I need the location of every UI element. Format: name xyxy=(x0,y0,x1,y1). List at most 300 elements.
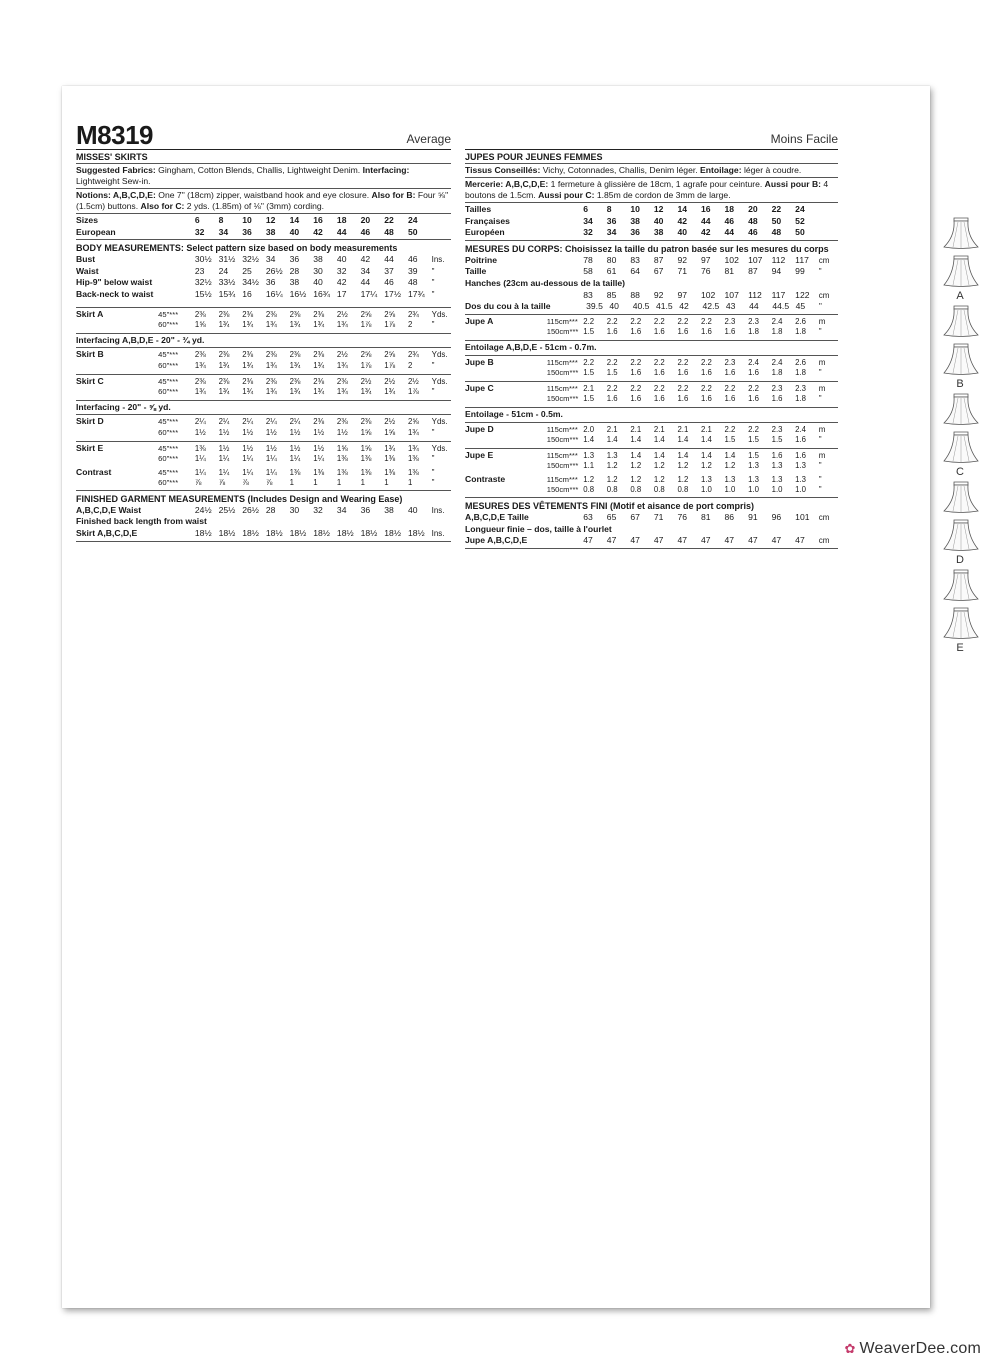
cell-value: 30 xyxy=(289,504,300,515)
yardage-row xyxy=(76,361,451,373)
fabric-width: 115cm*** xyxy=(546,383,578,393)
yardage-row xyxy=(465,450,838,462)
cell-value: 38 xyxy=(630,215,640,226)
cell-value: 2.1 xyxy=(677,424,689,434)
cell-value: 47 xyxy=(677,535,687,546)
cell-value: 44 xyxy=(384,254,394,265)
cell-value: 1¾ xyxy=(313,387,325,397)
cell-value: 18½ xyxy=(289,528,307,539)
cell-value: 1⅜ xyxy=(360,467,372,477)
measurement-row xyxy=(76,254,451,266)
cell-value: 2⅝ xyxy=(360,350,372,360)
fabric-width: 150cm*** xyxy=(546,435,579,445)
cell-value: 1⅜ xyxy=(336,454,348,464)
cell-value: 1.5 xyxy=(748,435,759,445)
cell-value: 1.5 xyxy=(748,450,759,460)
row-label: A,B,C,D,E Waist xyxy=(76,504,142,515)
cell-value: 83 xyxy=(583,289,593,300)
cell-value: 1.5 xyxy=(606,368,618,378)
cell-value: 34 xyxy=(336,504,347,515)
cell-value: 15¾ xyxy=(218,288,236,299)
unit: " xyxy=(431,278,435,288)
cell-value: 10 xyxy=(630,204,640,214)
row-label: A,B,C,D,E Taille xyxy=(465,512,529,523)
cell-value: 1.4 xyxy=(630,450,642,460)
view-a xyxy=(938,214,984,302)
mercerie: Mercerie: A,B,C,D,E: 1 fermeture à glissière de 18cm, 1 agrafe pour ceinture. Aussi pour B: 4 boutons de 1.5cm. Aussi pour C: 1.85m de cordon de 3mm de large. xyxy=(465,177,838,202)
cell-value: 2 xyxy=(407,360,413,370)
cell-value: 44.5 xyxy=(772,301,790,312)
cell-value: 1⅞ xyxy=(384,360,396,370)
finished-jupe-row xyxy=(465,535,838,547)
cell-value: 25 xyxy=(242,265,252,276)
cell-value: 2.1 xyxy=(630,424,642,434)
cell-value: 24½ xyxy=(194,504,212,515)
skirt-front-icon xyxy=(941,568,981,602)
cell-value: 1.8 xyxy=(748,327,759,337)
cell-value: 2⅝ xyxy=(384,350,396,360)
cell-value: 1.6 xyxy=(724,368,736,378)
cell-value: 81 xyxy=(700,512,711,523)
cell-value: 2.3 xyxy=(724,357,736,367)
cell-value: 22 xyxy=(384,215,394,225)
cell-value: 2⅜ xyxy=(194,309,206,319)
cell-value: 64 xyxy=(630,266,640,277)
fabric-width: 115cm*** xyxy=(546,424,578,434)
cell-value: 17 xyxy=(336,288,347,299)
cell-value: 78 xyxy=(583,254,593,265)
cell-value: 32 xyxy=(336,265,347,276)
row-label: Jupe D xyxy=(465,423,494,434)
cell-value: 22 xyxy=(771,204,782,214)
cell-value: 2⅜ xyxy=(313,376,325,386)
cell-value: 2⅜ xyxy=(218,350,230,360)
cell-value: 1.4 xyxy=(630,435,642,445)
cell-value: 1.6 xyxy=(630,368,642,378)
cell-value: 1¼ xyxy=(265,467,277,477)
cell-value: 92 xyxy=(677,254,687,265)
cell-value: 18 xyxy=(336,215,347,225)
section-title: MISSES' SKIRTS xyxy=(76,152,148,162)
cell-value: 1 xyxy=(384,478,389,488)
row-label: Poitrine xyxy=(465,254,497,265)
cell-value: 30½ xyxy=(194,254,212,265)
yardage-row xyxy=(76,387,451,399)
cell-value: 1.3 xyxy=(748,474,759,484)
cell-value: 1 xyxy=(360,478,365,488)
cell-value: 1⅜ xyxy=(336,467,348,477)
cell-value: 2½ xyxy=(360,376,372,386)
cell-value: 1¾ xyxy=(242,320,254,330)
unit: cm xyxy=(818,255,830,265)
skirt-back-icon xyxy=(941,342,981,376)
cell-value: 16 xyxy=(700,204,711,214)
cell-value: 2⅜ xyxy=(289,376,301,386)
finished-taille-row xyxy=(465,512,838,524)
cell-value: 2⅜ xyxy=(242,376,254,386)
section-title-fr: JUPES POUR JEUNES FEMMES xyxy=(465,152,603,162)
row-label: Skirt D xyxy=(76,416,104,427)
cell-value: 1¾ xyxy=(384,387,396,397)
cell-value: 41.5 xyxy=(655,301,673,312)
cell-value: 1¾ xyxy=(336,320,348,330)
cell-value: 2¼ xyxy=(289,417,301,427)
cell-value: 1⅝ xyxy=(336,443,348,453)
francaises-row xyxy=(465,216,838,228)
cell-value: 1¾ xyxy=(336,360,348,370)
cell-value: 2½ xyxy=(384,376,396,386)
cell-value: 1¼ xyxy=(289,454,301,464)
cell-value: 1¾ xyxy=(360,387,372,397)
cell-value: 2⅜ xyxy=(313,309,325,319)
cell-value: 1⅞ xyxy=(360,320,372,330)
cell-value: 97 xyxy=(700,254,711,265)
cell-value: 31½ xyxy=(218,254,236,265)
cell-value: 45 xyxy=(795,301,806,312)
cell-value: 91 xyxy=(748,512,758,523)
cell-value: 1.4 xyxy=(724,450,736,460)
yardage-row xyxy=(76,349,451,361)
cell-value: 44 xyxy=(336,226,347,237)
logo-text: WeaverDee.com xyxy=(859,1340,981,1357)
fabric-width: 115cm*** xyxy=(546,474,578,484)
finished-waist-row xyxy=(76,505,451,517)
unit: cm xyxy=(818,290,830,300)
row-label: Jupe B xyxy=(465,356,494,367)
cell-value: ⅞ xyxy=(194,478,202,488)
cell-value: 1.6 xyxy=(700,327,712,337)
fabric-width: 150cm*** xyxy=(546,394,579,404)
cell-value: 0.8 xyxy=(583,485,595,495)
cell-value: 2⅜ xyxy=(265,309,277,319)
unit: " xyxy=(818,461,822,471)
jupe-b-metrage xyxy=(465,355,838,381)
cell-value: 1.3 xyxy=(795,474,807,484)
cell-value: 1 xyxy=(313,478,318,488)
measurement-row xyxy=(76,277,451,289)
cell-value: 99 xyxy=(795,266,805,277)
cell-value: 1¾ xyxy=(313,320,325,330)
cell-value: 2.2 xyxy=(583,357,595,367)
cell-value: 1.4 xyxy=(583,435,595,445)
cell-value: 1½ xyxy=(194,427,206,437)
skirt-back-icon xyxy=(941,254,981,288)
cell-value: 112 xyxy=(748,289,762,300)
unit: " xyxy=(818,302,822,312)
cell-value: 2.2 xyxy=(630,357,642,367)
cell-value: 32½ xyxy=(194,277,212,288)
cell-value: 23 xyxy=(194,265,205,276)
cell-value: 86 xyxy=(724,512,735,523)
cell-value: 1.6 xyxy=(700,368,712,378)
row-label: Contraste xyxy=(465,473,506,484)
cell-value: 0.8 xyxy=(630,485,642,495)
unit: " xyxy=(818,474,822,484)
cell-value: 2⅜ xyxy=(218,309,230,319)
cell-value: 34 xyxy=(606,227,617,238)
unit: m xyxy=(818,383,826,393)
cell-value: 1¼ xyxy=(242,454,254,464)
row-label: Bust xyxy=(76,254,96,265)
skirt-a-yardage xyxy=(76,307,451,333)
yardage-row xyxy=(76,416,451,428)
cell-value: 1⅞ xyxy=(384,320,396,330)
cell-value: 1 xyxy=(289,478,294,488)
cell-value: 1¾ xyxy=(384,443,396,453)
cell-value: 48 xyxy=(771,227,782,238)
cell-value: 2.2 xyxy=(748,424,759,434)
cell-value: 16¼ xyxy=(265,288,283,299)
fabric-width: 45"*** xyxy=(158,376,179,386)
cell-value: 1½ xyxy=(218,427,230,437)
europeen-row xyxy=(465,227,838,239)
cell-value: 47 xyxy=(583,535,593,546)
cell-value: 1.2 xyxy=(630,461,642,471)
cell-value: 1¾ xyxy=(265,387,277,397)
cell-value: 1.6 xyxy=(653,394,665,404)
cell-value: 1½ xyxy=(242,427,254,437)
cell-value: 24 xyxy=(795,204,805,214)
yardage-row xyxy=(465,394,838,406)
cell-value: 44 xyxy=(360,277,371,288)
unit: m xyxy=(818,316,826,326)
cell-value: 40 xyxy=(653,215,664,226)
cell-value: 1.5 xyxy=(583,394,595,404)
cell-value: 2.0 xyxy=(583,424,595,434)
cell-value: 76 xyxy=(700,266,711,277)
cell-value: 36 xyxy=(606,215,617,226)
tailles-row xyxy=(465,204,838,216)
cell-value: 38 xyxy=(265,226,276,237)
measurement-row xyxy=(76,266,451,278)
cell-value: 32 xyxy=(313,504,323,515)
cell-value: 2⅜ xyxy=(218,376,230,386)
cell-value: 1⅜ xyxy=(289,467,301,477)
cell-value: 88 xyxy=(630,289,640,300)
jupe-c-metrage xyxy=(465,381,838,407)
cell-value: 2⅜ xyxy=(265,350,277,360)
cell-value: 1¾ xyxy=(218,360,230,370)
cell-value: 46 xyxy=(748,227,758,238)
cell-value: 2½ xyxy=(384,417,396,427)
cell-value: 1.3 xyxy=(583,450,595,460)
cell-value: 1¾ xyxy=(407,427,419,437)
cell-value: 20 xyxy=(748,204,758,214)
cell-value: 1.2 xyxy=(606,461,618,471)
cell-value: 18½ xyxy=(218,528,236,539)
view-letter: C xyxy=(956,466,964,478)
cell-value: 36 xyxy=(242,226,252,237)
logo-mark-icon: ✿ xyxy=(844,1341,856,1356)
cell-value: 1.6 xyxy=(748,394,759,404)
cell-value: 2.2 xyxy=(677,357,689,367)
cell-value: 1.6 xyxy=(630,327,642,337)
cell-value: 1.6 xyxy=(700,394,712,404)
cell-value: 1.6 xyxy=(606,394,618,404)
row-label: Skirt C xyxy=(76,375,104,386)
cell-value: 46 xyxy=(724,215,735,226)
cell-value: 50 xyxy=(407,226,418,237)
cell-value: 34 xyxy=(360,265,371,276)
cell-value: 20 xyxy=(360,215,371,225)
unit: " xyxy=(431,427,435,437)
cell-value: 32 xyxy=(194,226,205,237)
cell-value: 38 xyxy=(653,227,664,238)
cell-value: 50 xyxy=(771,215,782,226)
cell-value: 107 xyxy=(724,289,739,300)
cell-value: 46 xyxy=(360,226,371,237)
skirt-front-icon xyxy=(941,392,981,426)
cell-value: 83 xyxy=(630,254,640,265)
cell-value: 1¾ xyxy=(265,320,277,330)
cell-value: 47 xyxy=(771,535,782,546)
cell-value: 1¾ xyxy=(289,387,301,397)
cell-value: 2.2 xyxy=(606,357,618,367)
fabric-width: 60"*** xyxy=(158,454,179,464)
unit: " xyxy=(431,266,435,276)
unit: " xyxy=(818,368,822,378)
yardage-row xyxy=(465,316,838,328)
skirt-back-icon xyxy=(941,430,981,464)
cell-value: 25½ xyxy=(218,504,236,515)
yardage-row xyxy=(465,461,838,473)
cell-value: 2.2 xyxy=(653,383,665,393)
cell-value: 1.8 xyxy=(795,368,807,378)
cell-value: 1.6 xyxy=(795,435,807,445)
cell-value: 36 xyxy=(630,227,640,238)
fabric-width: 60"*** xyxy=(158,320,179,330)
cell-value: 38 xyxy=(384,504,394,515)
cell-value: 96 xyxy=(771,512,782,523)
cell-value: 2⅜ xyxy=(336,417,348,427)
cell-value: 46 xyxy=(407,254,418,265)
cell-value: 16¾ xyxy=(313,288,330,299)
cell-value: 1¼ xyxy=(313,454,325,464)
unit: " xyxy=(818,394,822,404)
row-label: Skirt E xyxy=(76,442,104,453)
cell-value: 40 xyxy=(313,277,323,288)
cell-value: 2.2 xyxy=(583,316,595,326)
cell-value: 42 xyxy=(360,254,371,265)
cell-value: 42.5 xyxy=(702,301,720,312)
cell-value: 1.3 xyxy=(771,474,783,484)
cell-value: 44 xyxy=(724,227,735,238)
cell-value: 1⅝ xyxy=(384,427,396,437)
yardage-row xyxy=(465,424,838,436)
fabric-width: 60"*** xyxy=(158,427,179,437)
cell-value: 1.6 xyxy=(724,394,736,404)
unit: " xyxy=(431,320,435,330)
cell-value: 1⅜ xyxy=(360,454,372,464)
cell-value: 1.0 xyxy=(748,485,759,495)
cell-value: 1.6 xyxy=(606,327,618,337)
cell-value: 36 xyxy=(360,504,371,515)
cell-value: 1½ xyxy=(289,427,301,437)
fabric-width: 45"*** xyxy=(158,309,179,319)
sizes-row xyxy=(76,215,451,227)
cell-value: 1.6 xyxy=(630,394,642,404)
skirt-d-yardage xyxy=(76,414,451,440)
cell-value: 81 xyxy=(724,266,735,277)
cell-value: 2.2 xyxy=(748,383,759,393)
pattern-code: M8319 xyxy=(76,120,153,150)
cell-value: 16½ xyxy=(289,288,307,299)
cell-value: 1.6 xyxy=(724,327,736,337)
cell-value: 117 xyxy=(795,254,809,265)
cell-value: 107 xyxy=(748,254,763,265)
skirt-c-yardage xyxy=(76,374,451,400)
cell-value: 1.3 xyxy=(700,474,712,484)
cell-value: 1.2 xyxy=(677,461,689,471)
cell-value: 1.2 xyxy=(677,474,689,484)
cell-value: 1⅝ xyxy=(194,320,206,330)
cell-value: 6 xyxy=(583,204,589,214)
contrast-yardage xyxy=(76,467,451,490)
tissus-conseilles: Tissus Conseillés: Vichy, Cotonnades, Challis, Denim léger. Entoilage: léger à coudre. xyxy=(465,163,838,177)
cell-value: 2⅝ xyxy=(384,309,396,319)
yardage-row xyxy=(465,383,838,395)
cell-value: 30 xyxy=(313,265,323,276)
entoilage-c: Entoilage - 51cm - 0.5m. xyxy=(465,407,838,422)
cell-value: 40 xyxy=(336,254,347,265)
cell-value: 1.5 xyxy=(771,435,783,445)
entoilage-abde: Entoilage A,B,D,E - 51cm - 0.7m. xyxy=(465,340,838,355)
interfacing-c: Interfacing - 20" - ⅝ yd. xyxy=(76,400,451,415)
view-d xyxy=(938,478,984,566)
cell-value: 1.2 xyxy=(653,474,665,484)
cell-value: 58 xyxy=(583,266,593,277)
cell-value: 1.0 xyxy=(771,485,783,495)
cell-value: 2.3 xyxy=(771,424,783,434)
cell-value: 1.6 xyxy=(771,394,783,404)
cell-value: 1.6 xyxy=(677,394,689,404)
fabric-width: 115cm*** xyxy=(546,316,578,326)
jupe-e-metrage xyxy=(465,448,838,474)
row-label: Européen xyxy=(465,227,505,238)
cell-value: 1¼ xyxy=(194,467,206,477)
cell-value: 2.2 xyxy=(700,383,712,393)
cell-value: 1 xyxy=(407,478,413,488)
unit: cm xyxy=(818,536,830,546)
european-row xyxy=(76,227,451,239)
cell-value: 37 xyxy=(384,265,394,276)
cell-value: 18½ xyxy=(194,528,212,539)
cell-value: 24 xyxy=(407,215,418,225)
jupe-d-metrage xyxy=(465,422,838,448)
cell-value: 1⅞ xyxy=(407,387,419,397)
skirt-back-icon xyxy=(941,606,981,640)
skirt-front-icon xyxy=(941,480,981,514)
cell-value: 16 xyxy=(313,215,323,225)
cell-value: 1¾ xyxy=(289,320,301,330)
cell-value: 40 xyxy=(407,504,418,515)
cell-value: 67 xyxy=(630,512,640,523)
cell-value: 1½ xyxy=(265,427,277,437)
cell-value: 1.6 xyxy=(748,368,759,378)
row-label: Jupe A,B,C,D,E xyxy=(465,535,528,546)
cell-value: 42 xyxy=(700,227,711,238)
mesures-vetements-fini: MESURES DES VÊTEMENTS FINI (Motif et aisance de port compris) A,B,C,D,E Taille 63 65 67 71 76 81 86 91 96 101 cm Longueur finie – dos, taille à l'ourlet Jupe A,B,C,D,E 47 47 47 47 47 47 47 47 47 47 cm xyxy=(465,497,838,549)
cell-value: 47 xyxy=(606,535,617,546)
measurement-row xyxy=(76,289,451,301)
unit: Ins. xyxy=(431,505,445,515)
view-letter: D xyxy=(956,554,964,566)
cell-value: 1.3 xyxy=(771,461,783,471)
cell-value: 1⅝ xyxy=(360,427,372,437)
cell-value: 1.5 xyxy=(583,327,595,337)
cell-value: 18½ xyxy=(336,528,354,539)
row-label: Skirt A xyxy=(76,308,104,319)
